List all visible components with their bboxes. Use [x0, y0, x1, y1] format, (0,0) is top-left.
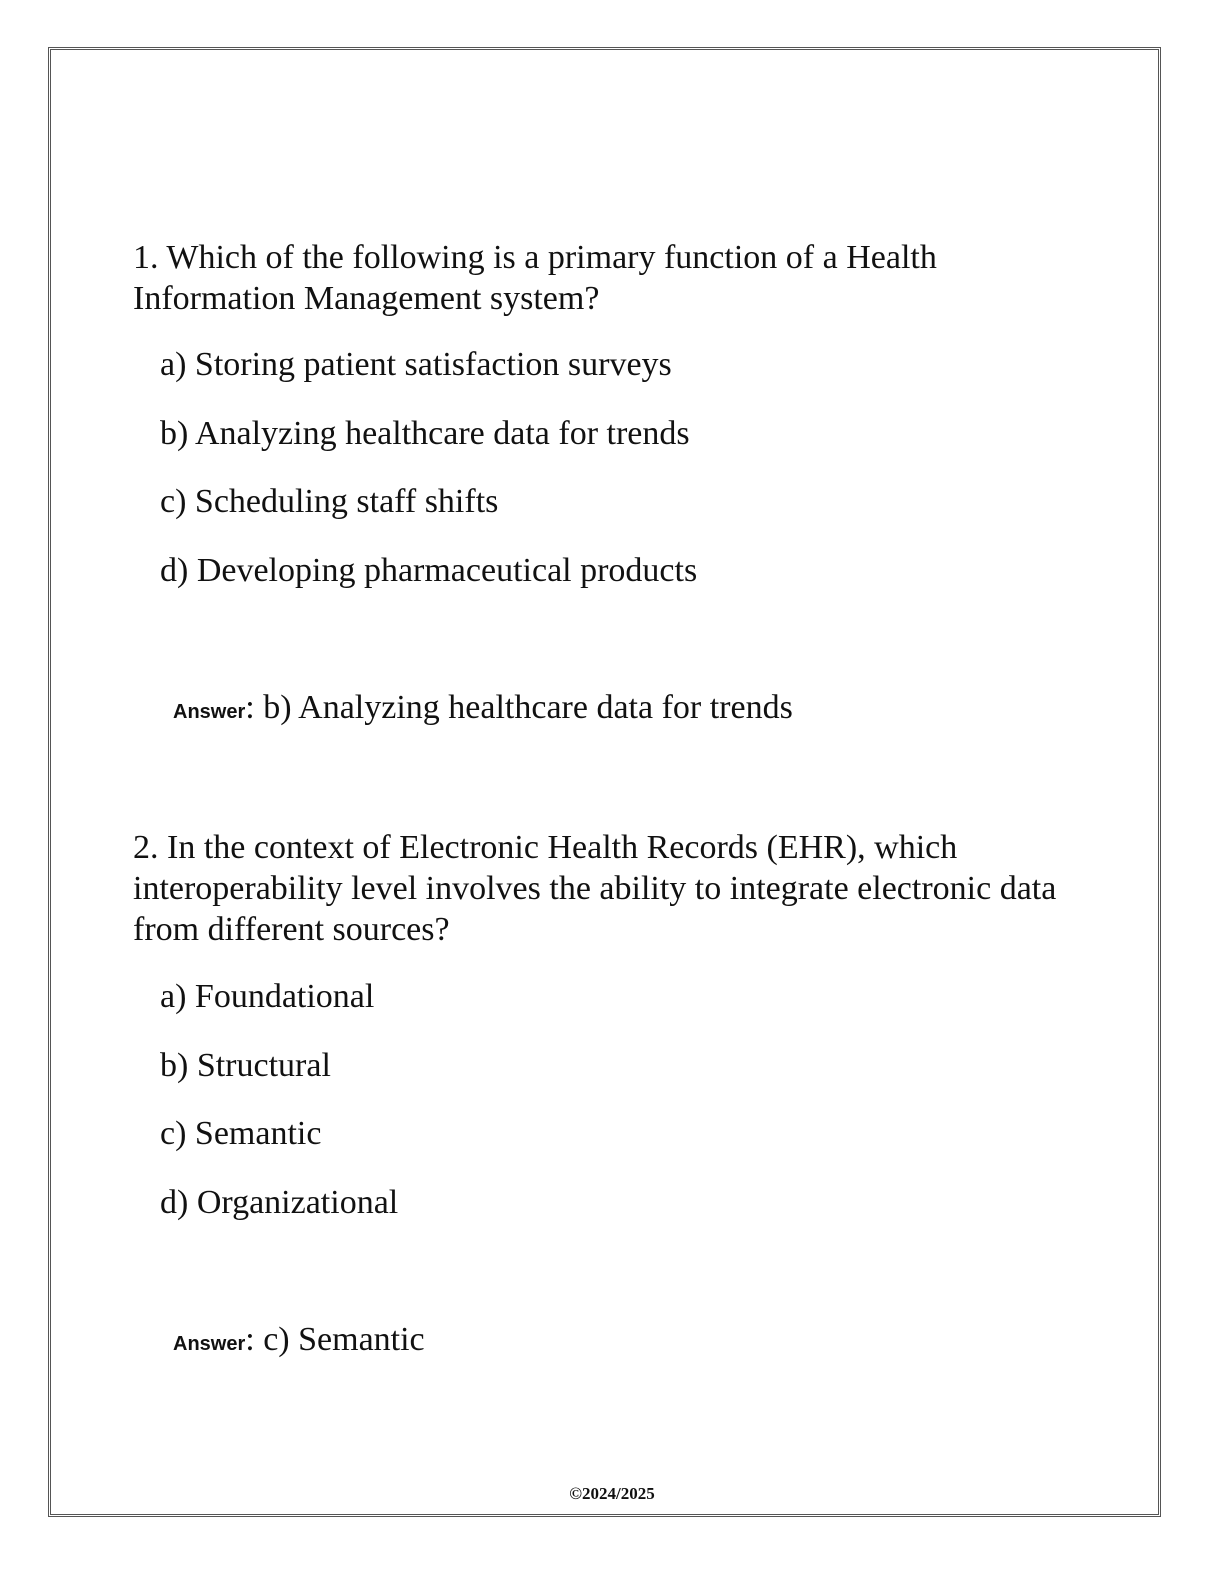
question-1-text: 1. Which of the following is a primary function of a Health Information Management system? [133, 239, 937, 317]
question-2-text: 2. In the context of Electronic Health Records (EHR), which interoperability level involves the ability to integrate electronic data from different sources? [133, 829, 1057, 948]
question-2-option-c: c) Semantic [160, 1115, 322, 1152]
answer-separator: : [245, 689, 264, 726]
question-1-option-b: b) Analyzing healthcare data for trends [160, 415, 690, 452]
question-2 [133, 827, 1083, 950]
question-1-answer [173, 688, 793, 732]
answer-label: Answer [173, 1333, 246, 1355]
answer-separator: : [245, 1321, 264, 1358]
question-2-option-a: a) Foundational [160, 978, 375, 1015]
question-1 [133, 237, 1083, 319]
question-2-option-b: b) Structural [160, 1047, 331, 1084]
answer-value: b) Analyzing healthcare data for trends [263, 689, 793, 726]
answer-label: Answer [173, 701, 246, 723]
question-1-option-c: c) Scheduling staff shifts [160, 483, 499, 520]
question-2-option-d: d) Organizational [160, 1184, 399, 1221]
question-2-answer [173, 1320, 425, 1364]
answer-value: c) Semantic [263, 1321, 425, 1358]
question-1-option-d: d) Developing pharmaceutical products [160, 552, 698, 589]
copyright-footer: ©2024/2025 [569, 1484, 655, 1503]
question-1-option-a: a) Storing patient satisfaction surveys [160, 346, 672, 383]
